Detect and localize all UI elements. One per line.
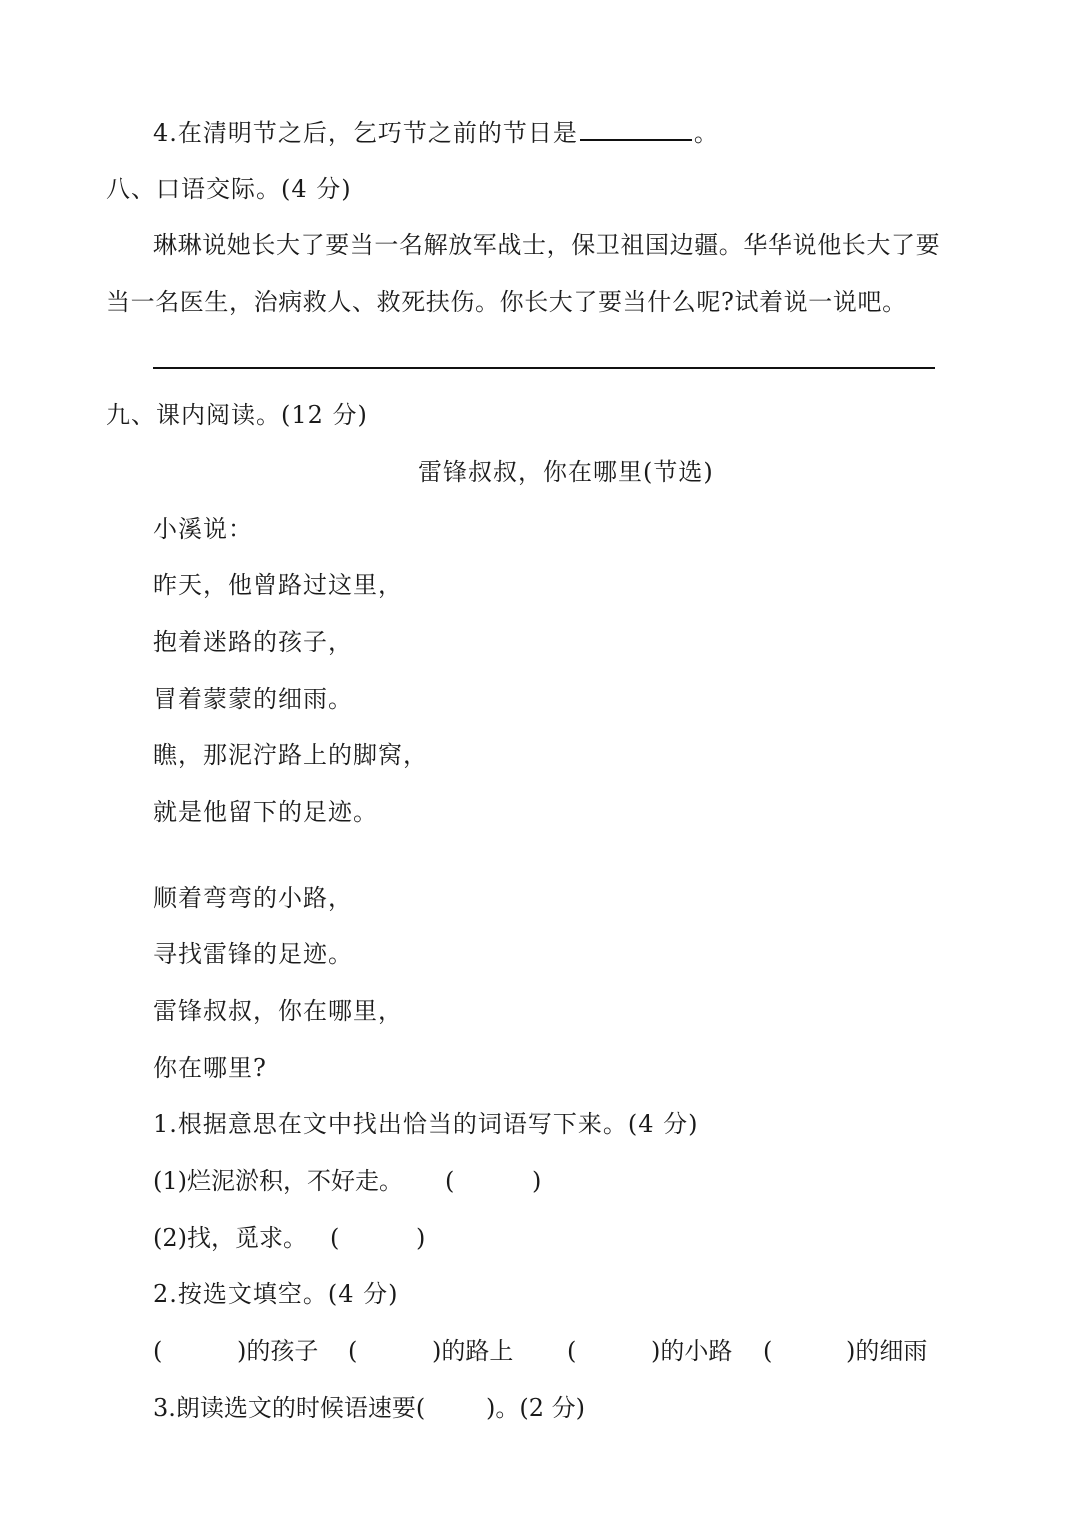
section8-paragraph-line2: 当一名医生，治病救人、救死扶伤。你长大了要当什么呢?试着说一说吧。 xyxy=(106,288,907,316)
question2-prompt: 2.按选文填空。(4 分) xyxy=(153,1280,399,1308)
poem-line: 瞧，那泥泞路上的脚窝， xyxy=(153,741,428,769)
fill-item: )的细雨 xyxy=(846,1337,928,1365)
question1-item2-text: (2)找，觅求。 xyxy=(153,1224,307,1252)
section8-paragraph-line1: 琳琳说她长大了要当一名解放军战士，保卫祖国边疆。华华说他长大了要 xyxy=(153,231,941,259)
section9-heading: 九、课内阅读。(12 分) xyxy=(106,401,368,429)
fill-item: )的路上 xyxy=(432,1337,514,1365)
question1-item2 xyxy=(0,1223,1080,1253)
question2-fill-row xyxy=(0,1336,1080,1366)
poem-line: 雷锋叔叔，你在哪里， xyxy=(153,997,403,1025)
poem-line: 你在哪里? xyxy=(153,1054,267,1082)
fill-item: )的孩子 xyxy=(237,1337,319,1365)
answer-paren-close: ) xyxy=(416,1224,426,1252)
poem-line: 冒着蒙蒙的细雨。 xyxy=(153,685,353,713)
answer-paren-open[interactable]: ( xyxy=(330,1224,340,1252)
poem-line: 寻找雷锋的足迹。 xyxy=(153,940,353,968)
section8-heading: 八、口语交际。(4 分) xyxy=(106,175,352,203)
fill-paren-open[interactable]: ( xyxy=(763,1337,773,1365)
question3-prompt: 3.朗读选文的时候语速要( xyxy=(153,1394,426,1422)
fill-paren-open[interactable]: ( xyxy=(153,1337,163,1365)
answer-paren-close: ) xyxy=(532,1167,542,1195)
fill-paren-open[interactable]: ( xyxy=(567,1337,577,1365)
question1-prompt: 1.根据意思在文中找出恰当的词语写下来。(4 分) xyxy=(153,1110,699,1138)
poem-line: 抱着迷路的孩子， xyxy=(153,628,353,656)
question3 xyxy=(0,1393,1080,1423)
question1-item1-text: (1)烂泥淤积，不好走。 xyxy=(153,1167,403,1195)
poem-line: 顺着弯弯的小路， xyxy=(153,884,353,912)
question3-end: )。(2 分) xyxy=(486,1394,585,1422)
q7-item4-text: 4.在清明节之后，乞巧节之前的节日是 xyxy=(153,119,578,147)
fill-item: )的小路 xyxy=(651,1337,733,1365)
answer-paren-open[interactable]: ( xyxy=(445,1167,455,1195)
poem-line: 就是他留下的足迹。 xyxy=(153,798,378,826)
fill-paren-open[interactable]: ( xyxy=(348,1337,358,1365)
poem-line: 昨天，他曾路过这里， xyxy=(153,571,403,599)
question1-item1 xyxy=(0,1166,1080,1196)
q7-item4-end: 。 xyxy=(693,119,719,147)
poem-line: 小溪说： xyxy=(153,515,253,543)
fill-blank[interactable] xyxy=(580,117,692,141)
answer-line[interactable] xyxy=(153,367,935,369)
poem-title: 雷锋叔叔，你在哪里(节选) xyxy=(418,458,714,486)
q7-item4 xyxy=(153,117,719,148)
